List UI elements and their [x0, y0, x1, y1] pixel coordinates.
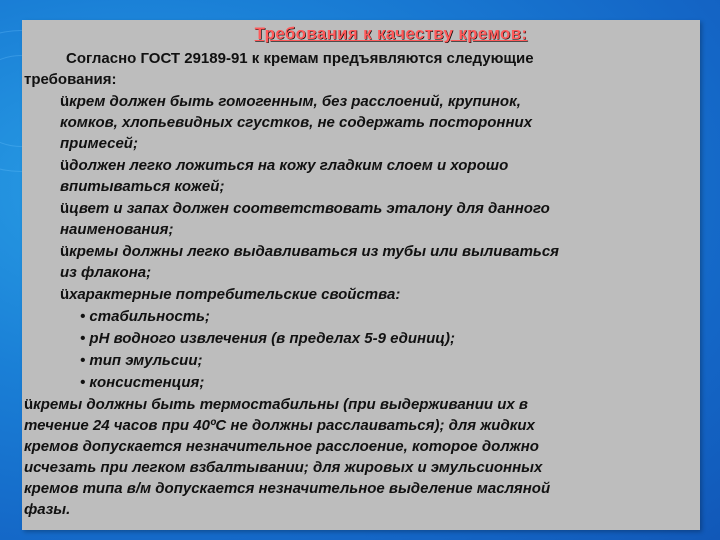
requirement-continuation — [24, 457, 542, 478]
requirement-continuation — [60, 176, 224, 197]
property-text: • тип эмульсии; — [80, 352, 203, 369]
intro-text: требования: — [24, 71, 117, 88]
check-mark-icon: ü — [60, 286, 70, 303]
requirement-text: кремы должны легко выдавливаться из тубы или выливаться — [69, 243, 559, 260]
requirement-continuation — [60, 112, 532, 133]
check-mark-icon: ü — [60, 93, 70, 110]
requirement-text: комков, хлопьевидных сгустков, не содержать посторонних — [60, 114, 533, 131]
requirement-text: кремов допускается незначительное расслоение, которое должно — [24, 438, 539, 455]
requirement-text: исчезать при легком взбалтывании; для жировых и эмульсионных — [24, 459, 543, 476]
requirement-continuation — [60, 219, 173, 240]
property-item — [80, 328, 455, 349]
requirement-text: должен легко ложиться на кожу гладким слоем и хорошо — [69, 157, 509, 174]
requirement-item — [24, 394, 528, 415]
requirement-text: течение 24 часов при 40ºС не должны расслаиваться); для жидких — [24, 417, 535, 434]
requirement-continuation — [24, 499, 70, 520]
requirement-continuation — [24, 436, 539, 457]
requirement-text: фазы. — [24, 501, 71, 518]
requirement-continuation — [60, 133, 138, 154]
check-mark-icon: ü — [60, 200, 70, 217]
requirement-continuation — [24, 415, 535, 436]
intro-text: Согласно ГОСТ 29189-91 к кремам предъявляются следующие — [66, 50, 534, 67]
requirement-text: кремов типа в/м допускается незначительное выделение масляной — [24, 480, 551, 497]
intro-line — [66, 48, 534, 69]
property-item — [80, 306, 210, 327]
slide-title: Требования к качеству кремов: — [254, 24, 528, 43]
requirement-item — [60, 155, 508, 176]
requirement-item — [60, 91, 521, 112]
content-panel — [22, 20, 700, 530]
requirement-text: примесей; — [60, 135, 138, 152]
requirement-text: кремы должны быть термостабильны (при выдерживании их в — [33, 396, 528, 413]
requirement-item — [60, 198, 550, 219]
property-text: • pH водного извлечения (в пределах 5-9 единиц); — [80, 330, 455, 347]
check-mark-icon: ü — [60, 157, 70, 174]
property-text: • стабильность; — [80, 308, 210, 325]
requirement-continuation — [24, 478, 550, 499]
requirement-item — [60, 241, 559, 262]
intro-line — [24, 69, 116, 90]
check-mark-icon: ü — [60, 243, 70, 260]
requirement-text: крем должен быть гомогенным, без расслоений, крупинок, — [69, 93, 521, 110]
requirement-item — [60, 284, 400, 305]
requirement-text: наименования; — [60, 221, 174, 238]
property-text: • консистенция; — [80, 374, 205, 391]
requirement-text: цвет и запах должен соответствовать эталону для данного — [69, 200, 550, 217]
requirement-text: впитываться кожей; — [60, 178, 225, 195]
requirement-text: из флакона; — [60, 264, 152, 281]
property-item — [80, 372, 204, 393]
requirement-continuation — [60, 262, 151, 283]
property-item — [80, 350, 203, 371]
check-mark-icon: ü — [24, 396, 34, 413]
requirement-text: характерные потребительские свойства: — [69, 286, 401, 303]
